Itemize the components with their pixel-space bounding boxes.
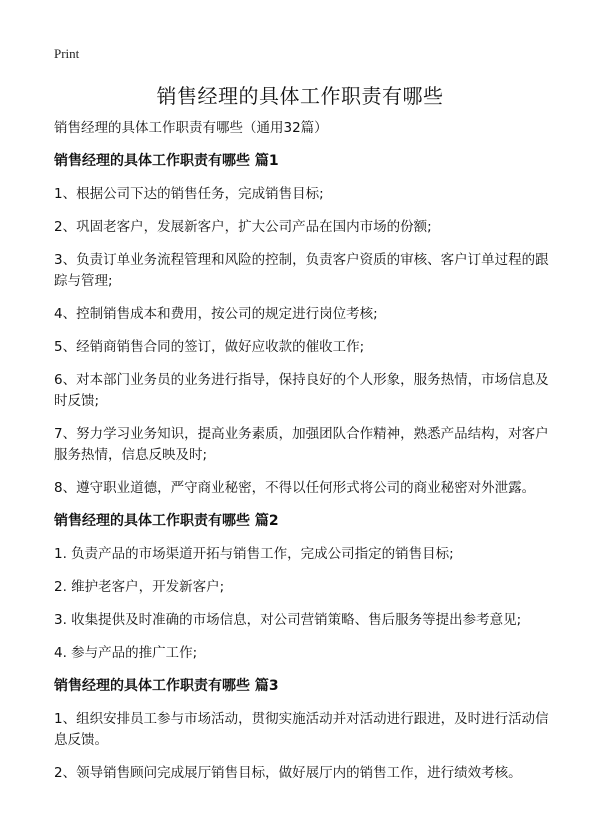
list-item: 6、对本部门业务员的业务进行指导，保持良好的个人形象，服务热情，市场信息及时反馈; — [54, 372, 549, 409]
list-item: 1、根据公司下达的销售任务，完成销售目标; — [54, 186, 324, 202]
section-heading: 销售经理的具体工作职责有哪些 篇2 — [54, 513, 279, 529]
list-item: 1. 负责产品的市场渠道开拓与销售工作，完成公司指定的销售目标; — [54, 546, 454, 562]
list-item: 3. 收集提供及时准确的市场信息，对公司营销策略、售后服务等提出参考意见; — [54, 612, 522, 628]
list-item: 7、努力学习业务知识，提高业务素质，加强团队合作精神，熟悉产品结构，对客户服务热情，信息反映及时; — [54, 426, 549, 463]
section-3 — [54, 676, 550, 784]
document-subtitle: 销售经理的具体工作职责有哪些（通用32篇） — [54, 120, 328, 136]
list-item: 1、组织安排员工参与市场活动，贯彻实施活动并对活动进行跟进，及时进行活动信息反馈。 — [54, 711, 549, 748]
print-link[interactable]: Print — [54, 46, 80, 61]
list-item: 3、负责订单业务流程管理和风险的控制，负责客户资质的审核、客户订单过程的跟踪与管理; — [54, 252, 549, 289]
section-heading: 销售经理的具体工作职责有哪些 篇3 — [54, 678, 279, 694]
list-item: 2. 维护老客户，开发新客户; — [54, 579, 225, 595]
section-1 — [54, 151, 550, 499]
list-item: 8、遵守职业道德，严守商业秘密，不得以任何形式将公司的商业秘密对外泄露。 — [54, 480, 536, 496]
section-heading: 销售经理的具体工作职责有哪些 篇1 — [54, 153, 279, 169]
list-item: 4. 参与产品的推广工作; — [54, 645, 198, 661]
section-2 — [54, 511, 550, 664]
list-item: 4、控制销售成本和费用，按公司的规定进行岗位考核; — [54, 306, 378, 322]
list-item: 2、领导销售顾问完成展厅销售目标，做好展厅内的销售工作，进行绩效考核。 — [54, 765, 522, 781]
document-body — [54, 118, 550, 796]
page-title: 销售经理的具体工作职责有哪些 — [156, 84, 444, 108]
list-item: 5、经销商销售合同的签订，做好应收款的催收工作; — [54, 339, 365, 355]
list-item: 2、巩固老客户，发展新客户，扩大公司产品在国内市场的份额; — [54, 219, 432, 235]
